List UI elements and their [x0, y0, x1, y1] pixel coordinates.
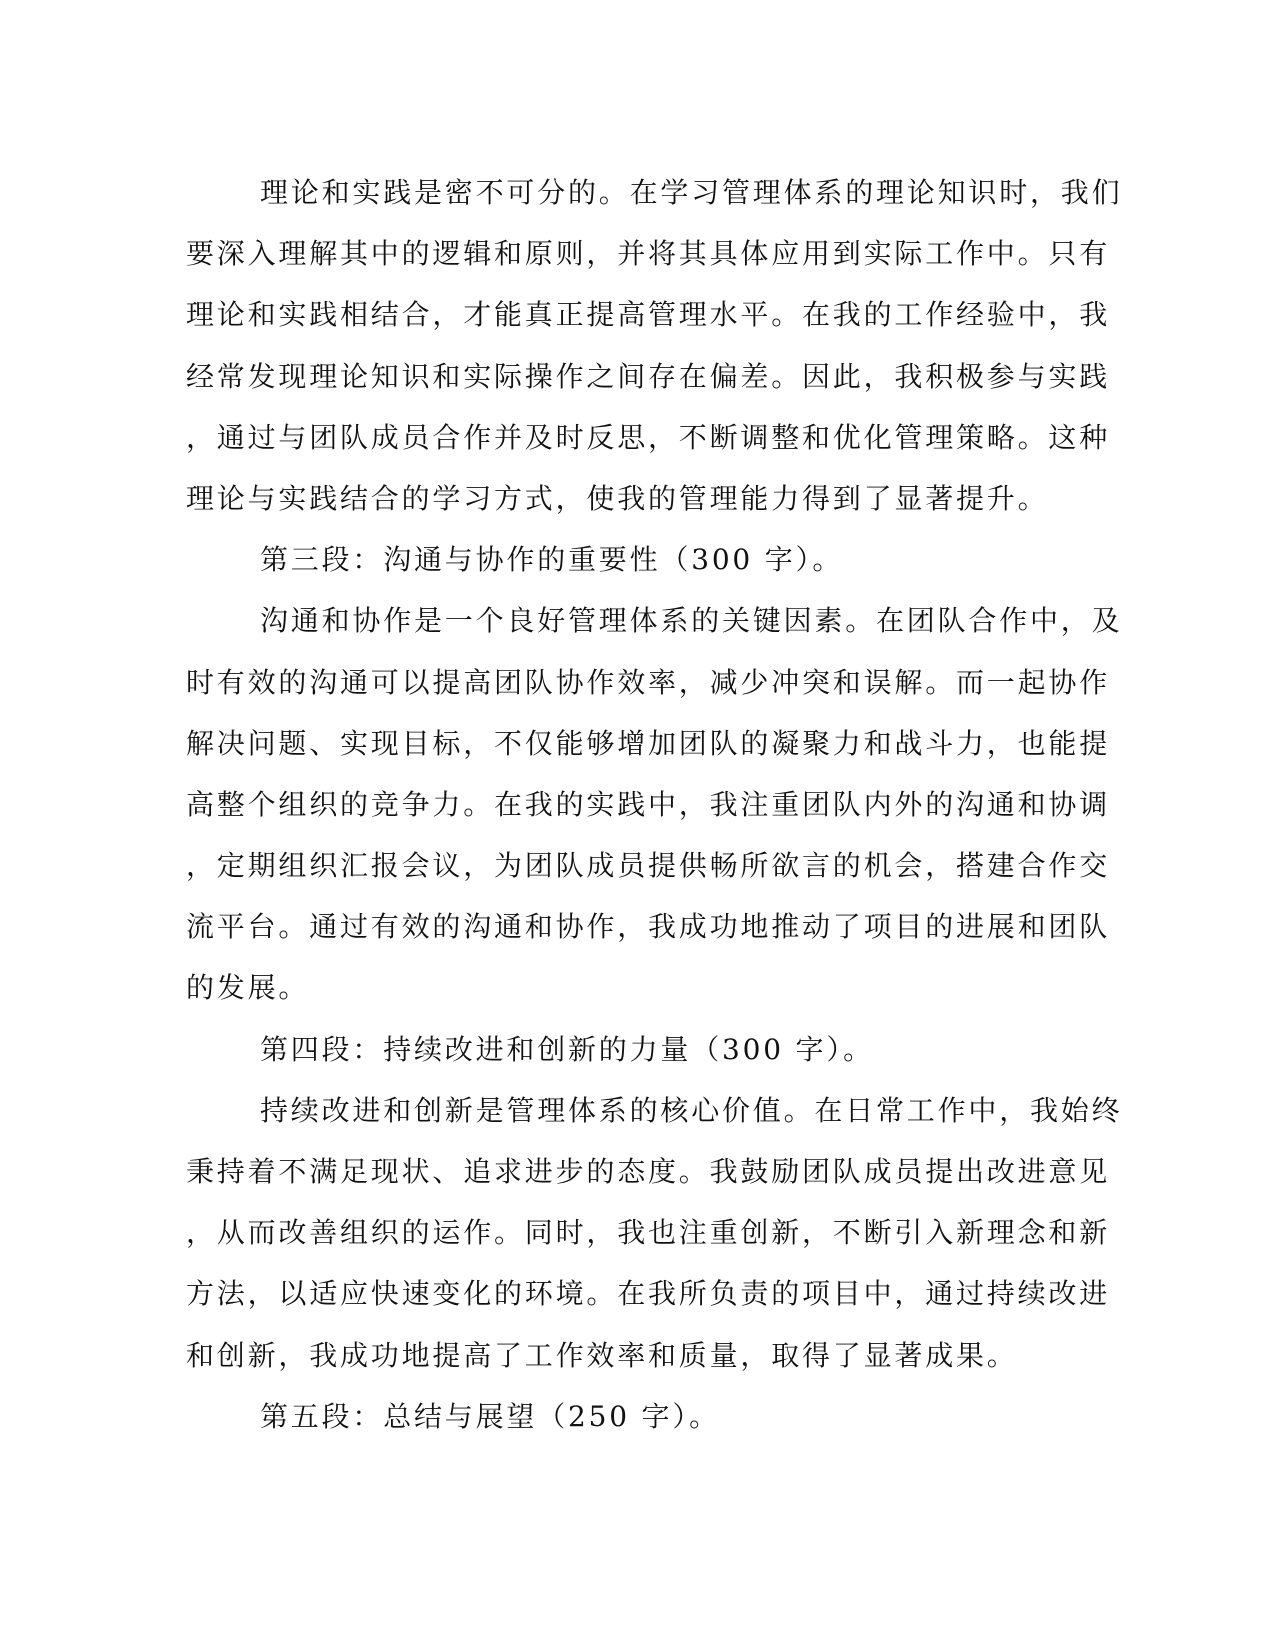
text-line: 和创新，我成功地提高了工作效率和质量，取得了显著成果。	[186, 1338, 1018, 1372]
text-line: 第三段：沟通与协作的重要性（300 字）。	[260, 543, 844, 577]
paragraph	[186, 529, 1066, 590]
text-line: 解决问题、实现目标，不仅能够增加团队的凝聚力和战斗力，也能提	[186, 726, 1111, 760]
text-line: 经常发现理论知识和实际操作之间存在偏差。因此，我积极参与实践	[186, 359, 1111, 393]
paragraph	[186, 1080, 1123, 1386]
text-line: 第五段：总结与展望（250 字）。	[260, 1399, 720, 1433]
text-line: 理论和实践相结合，才能真正提高管理水平。在我的工作经验中，我	[186, 298, 1111, 332]
text-line: ，从而改善组织的运作。同时，我也注重创新，不断引入新理念和新	[186, 1216, 1111, 1250]
text-line: 的发展。	[186, 971, 310, 1005]
text-line: ，定期组织汇报会议，为团队成员提供畅所欲言的机会，搭建合作交	[186, 849, 1111, 883]
text-line: 方法，以适应快速变化的环境。在我所负责的项目中，通过持续改进	[186, 1277, 1111, 1311]
text-line: 持续改进和创新是管理体系的核心价值。在日常工作中，我始终	[260, 1093, 1123, 1127]
paragraph	[186, 1386, 1066, 1447]
text-line: 流平台。通过有效的沟通和协作，我成功地推动了项目的进展和团队	[186, 910, 1111, 944]
text-line: 时有效的沟通可以提高团队协作效率，减少冲突和误解。而一起协作	[186, 665, 1111, 699]
paragraph	[186, 590, 1123, 1018]
paragraph	[186, 1019, 1066, 1080]
paragraph	[186, 162, 1123, 529]
text-line: 理论和实践是密不可分的。在学习管理体系的理论知识时，我们	[260, 176, 1123, 209]
text-line: 秉持着不满足现状、追求进步的态度。我鼓励团队成员提出改进意见	[186, 1155, 1111, 1188]
text-line: 第四段：持续改进和创新的力量（300 字）。	[260, 1032, 874, 1066]
text-line: 沟通和协作是一个良好管理体系的关键因素。在团队合作中，及	[260, 604, 1123, 638]
text-line: ，通过与团队成员合作并及时反思，不断调整和优化管理策略。这种	[186, 420, 1111, 454]
document-body	[186, 162, 1123, 1447]
text-line: 要深入理解其中的逻辑和原则，并将其具体应用到实际工作中。只有	[186, 237, 1111, 271]
text-line: 理论与实践结合的学习方式，使我的管理能力得到了显著提升。	[186, 481, 1049, 515]
text-line: 高整个组织的竞争力。在我的实践中，我注重团队内外的沟通和协调	[186, 787, 1111, 821]
